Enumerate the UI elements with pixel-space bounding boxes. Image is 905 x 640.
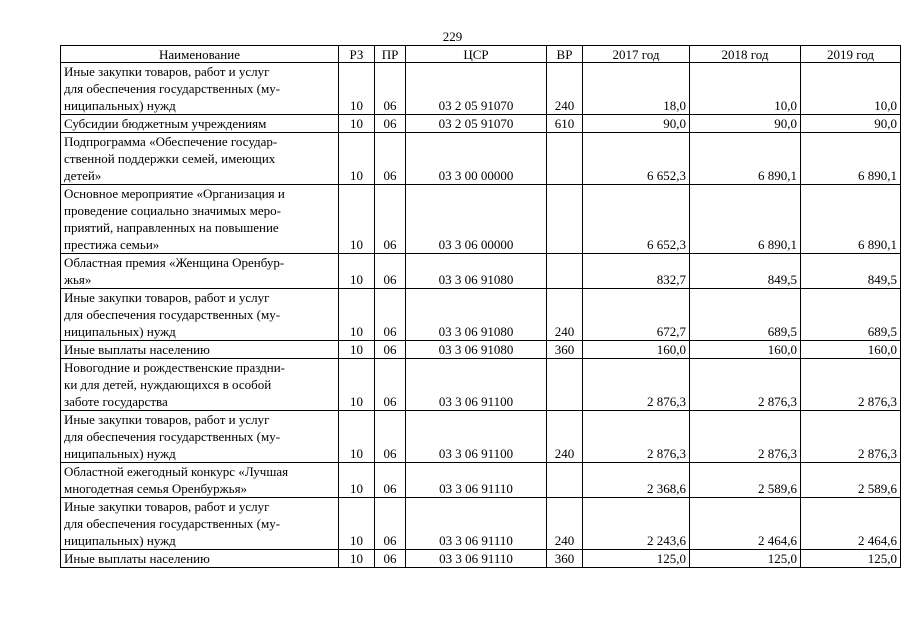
row-2017: 6 652,3 [583,185,690,254]
table-row [61,550,901,568]
row-csr: 03 3 06 91080 [406,254,547,289]
row-csr: 03 3 06 91080 [406,289,547,341]
row-2019: 2 876,3 [801,359,901,411]
header-vr: ВР [547,46,583,63]
row-pr: 06 [375,341,406,359]
table-row [61,289,901,341]
row-pr: 06 [375,254,406,289]
row-csr: 03 3 06 91110 [406,498,547,550]
row-2017: 90,0 [583,115,690,133]
table-row [61,463,901,498]
row-vr: 610 [547,115,583,133]
row-pr: 06 [375,550,406,568]
row-name: Иные закупки товаров, работ и услуг для обеспечения государственных (му- ниципальных) нужд [61,411,339,463]
row-name: Новогодние и рождественские праздни- ки для детей, нуждающихся в особой заботе государства [61,359,339,411]
header-2019: 2019 год [801,46,901,63]
row-2017: 2 243,6 [583,498,690,550]
row-2018: 6 890,1 [690,185,801,254]
row-csr: 03 3 06 91080 [406,341,547,359]
row-rz: 10 [339,133,375,185]
row-2017: 2 368,6 [583,463,690,498]
table-row [61,133,901,185]
row-2018: 160,0 [690,341,801,359]
row-rz: 10 [339,359,375,411]
row-vr: 240 [547,411,583,463]
row-pr: 06 [375,359,406,411]
row-2019: 6 890,1 [801,185,901,254]
row-csr: 03 2 05 91070 [406,115,547,133]
header-2018: 2018 год [690,46,801,63]
row-2017: 125,0 [583,550,690,568]
row-2019: 125,0 [801,550,901,568]
row-pr: 06 [375,289,406,341]
row-csr: 03 3 06 91100 [406,359,547,411]
row-2019: 90,0 [801,115,901,133]
table-row [61,498,901,550]
row-name: Иные закупки товаров, работ и услуг для обеспечения государственных (му- ниципальных) нужд [61,498,339,550]
row-vr [547,185,583,254]
row-csr: 03 3 06 91110 [406,463,547,498]
row-vr: 360 [547,550,583,568]
row-pr: 06 [375,185,406,254]
row-csr: 03 2 05 91070 [406,63,547,115]
header-csr: ЦСР [406,46,547,63]
table-row [61,254,901,289]
header-pr: ПР [375,46,406,63]
row-2019: 2 876,3 [801,411,901,463]
row-pr: 06 [375,498,406,550]
row-2018: 125,0 [690,550,801,568]
row-pr: 06 [375,115,406,133]
row-name: Основное мероприятие «Организация и проведение социально значимых меро- приятий, направленных на повышение престижа семьи» [61,185,339,254]
row-csr: 03 3 06 00000 [406,185,547,254]
row-2019: 10,0 [801,63,901,115]
row-2018: 2 464,6 [690,498,801,550]
row-2017: 2 876,3 [583,411,690,463]
row-rz: 10 [339,550,375,568]
row-name: Субсидии бюджетным учреждениям [61,115,339,133]
row-pr: 06 [375,63,406,115]
row-name: Иные закупки товаров, работ и услуг для обеспечения государственных (му- ниципальных) нужд [61,63,339,115]
row-2018: 2 589,6 [690,463,801,498]
row-rz: 10 [339,463,375,498]
row-vr [547,359,583,411]
row-rz: 10 [339,341,375,359]
row-pr: 06 [375,463,406,498]
row-2019: 160,0 [801,341,901,359]
row-csr: 03 3 00 00000 [406,133,547,185]
row-2019: 2 464,6 [801,498,901,550]
row-rz: 10 [339,254,375,289]
row-2018: 6 890,1 [690,133,801,185]
row-2017: 832,7 [583,254,690,289]
header-rz: РЗ [339,46,375,63]
table-row [61,341,901,359]
row-rz: 10 [339,115,375,133]
row-2017: 160,0 [583,341,690,359]
row-name: Областная премия «Женщина Оренбур- жья» [61,254,339,289]
row-vr: 360 [547,341,583,359]
row-vr: 240 [547,498,583,550]
table-header-row [61,46,901,63]
row-2017: 6 652,3 [583,133,690,185]
row-name: Подпрограмма «Обеспечение государ- ственной поддержки семей, имеющих детей» [61,133,339,185]
row-2019: 849,5 [801,254,901,289]
row-pr: 06 [375,133,406,185]
table-row [61,411,901,463]
row-2018: 2 876,3 [690,359,801,411]
row-name: Иные выплаты населению [61,550,339,568]
row-vr: 240 [547,289,583,341]
row-rz: 10 [339,185,375,254]
header-2017: 2017 год [583,46,690,63]
table-row [61,185,901,254]
row-pr: 06 [375,411,406,463]
row-2018: 689,5 [690,289,801,341]
row-2019: 6 890,1 [801,133,901,185]
row-rz: 10 [339,411,375,463]
row-csr: 03 3 06 91110 [406,550,547,568]
row-2017: 2 876,3 [583,359,690,411]
row-csr: 03 3 06 91100 [406,411,547,463]
page-number: 229 [442,29,463,44]
table-row [61,63,901,115]
row-rz: 10 [339,63,375,115]
row-2018: 90,0 [690,115,801,133]
row-rz: 10 [339,289,375,341]
row-vr [547,254,583,289]
row-vr: 240 [547,63,583,115]
row-2018: 849,5 [690,254,801,289]
row-name: Областной ежегодный конкурс «Лучшая многодетная семья Оренбуржья» [61,463,339,498]
row-vr [547,463,583,498]
header-name: Наименование [61,46,339,63]
table-row [61,115,901,133]
budget-table [60,45,901,568]
row-rz: 10 [339,498,375,550]
table-row [61,359,901,411]
row-name: Иные закупки товаров, работ и услуг для обеспечения государственных (му- ниципальных) нужд [61,289,339,341]
row-2017: 18,0 [583,63,690,115]
row-2018: 2 876,3 [690,411,801,463]
row-2018: 10,0 [690,63,801,115]
row-2017: 672,7 [583,289,690,341]
row-2019: 689,5 [801,289,901,341]
row-vr [547,133,583,185]
row-name: Иные выплаты населению [61,341,339,359]
row-2019: 2 589,6 [801,463,901,498]
